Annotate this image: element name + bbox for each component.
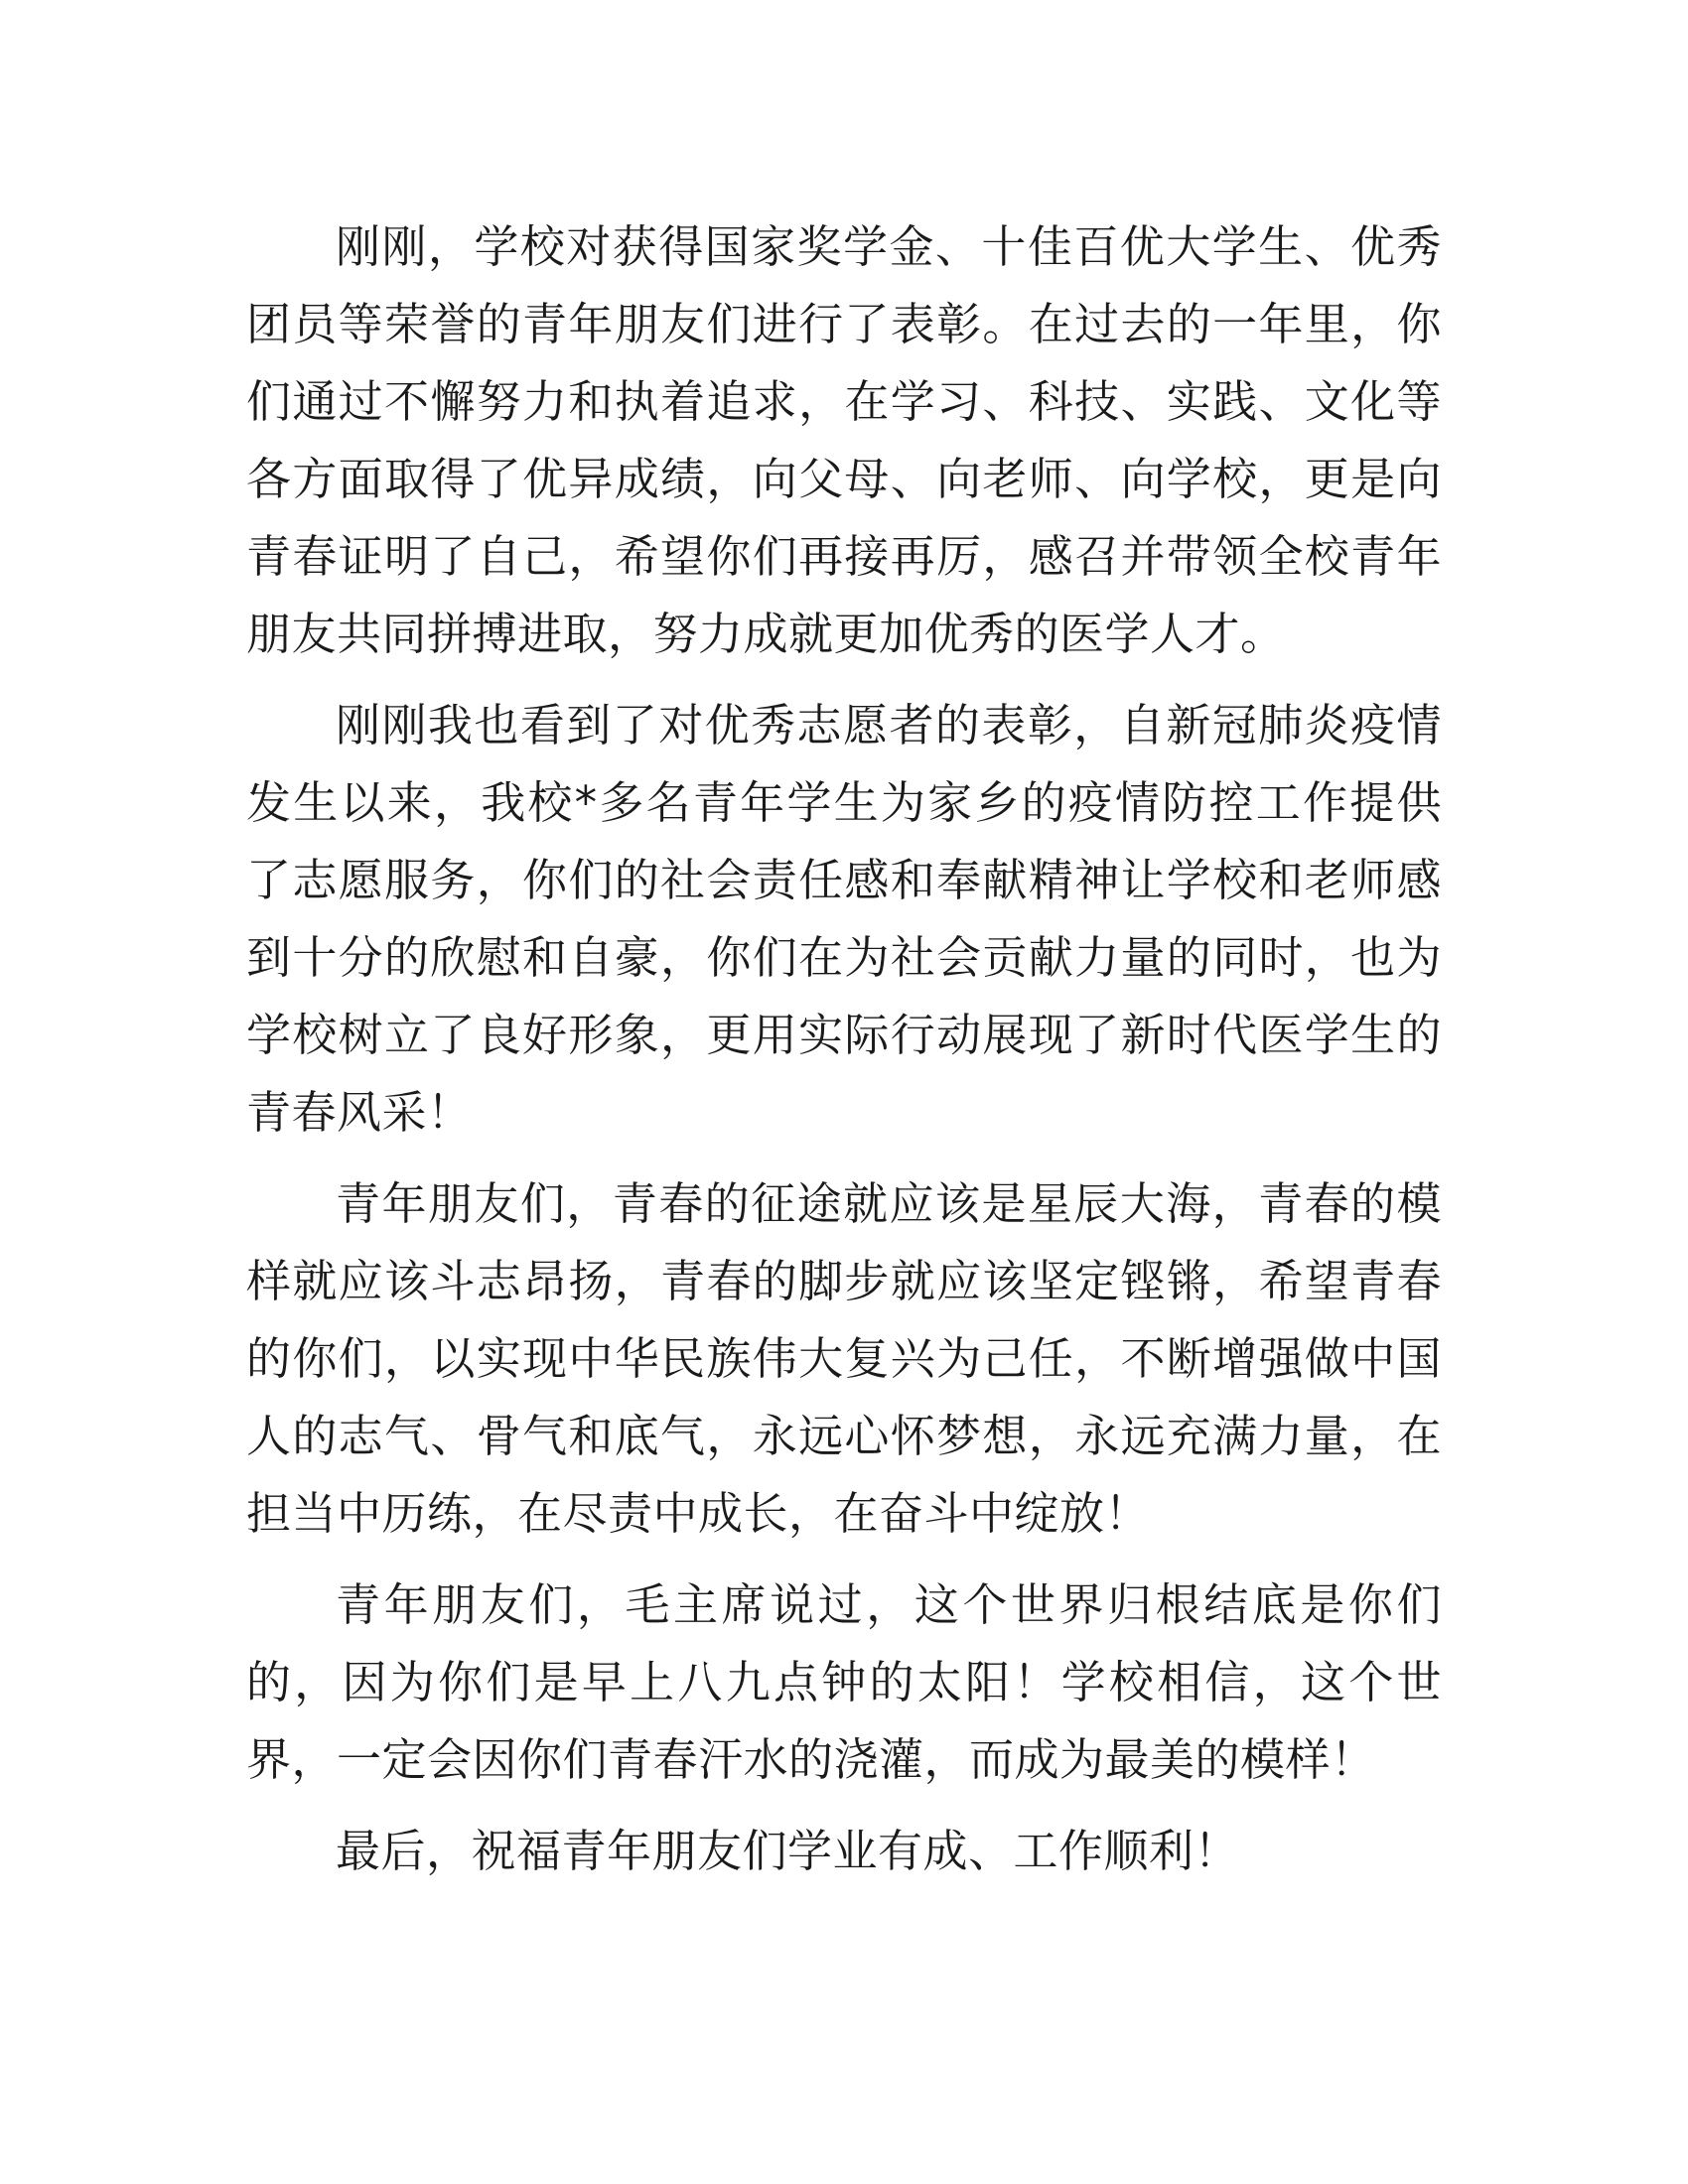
- paragraph-3: 青年朋友们，青春的征途就应该是星辰大海，青春的模样就应该斗志昂扬，青春的脚步就应该坚定铿锵，希望青春的你们，以实现中华民族伟大复兴为己任，不断增强做中国人的志气、骨气和底气，永远心怀梦想，永远充满力量，在担当中历练，在尽责中成长，在奋斗中绽放！: [246, 1177, 1442, 1540]
- paragraph-5: 最后，祝福青年朋友们学业有成、工作顺利！: [336, 1825, 1240, 1877]
- document-body: [246, 208, 1442, 1904]
- paragraph-2: 刚刚我也看到了对优秀志愿者的表彰，自新冠肺炎疫情发生以来，我校*多名青年学生为家乡的疫情防控工作提供了志愿服务，你们的社会责任感和奉献精神让学校和老师感到十分的欣慰和自豪，你们在为社会贡献力量的同时，也为学校树立了良好形象，更用实际行动展现了新时代医学生的青春风采！: [246, 699, 1442, 1139]
- paragraph-1: 刚刚，学校对获得国家奖学金、十佳百优大学生、优秀团员等荣誉的青年朋友们进行了表彰。在过去的一年里，你们通过不懈努力和执着追求，在学习、科技、实践、文化等各方面取得了优异成绩，向父母、向老师、向学校，更是向青春证明了自己，希望你们再接再厉，感召并带领全校青年朋友共同拼搏进取，努力成就更加优秀的医学人才。: [246, 220, 1442, 660]
- paragraph-4: 青年朋友们，毛主席说过，这个世界归根结底是你们的，因为你们是早上八九点钟的太阳！学校相信，这个世界，一定会因你们青春汗水的浇灌，而成为最美的模样！: [246, 1578, 1442, 1786]
